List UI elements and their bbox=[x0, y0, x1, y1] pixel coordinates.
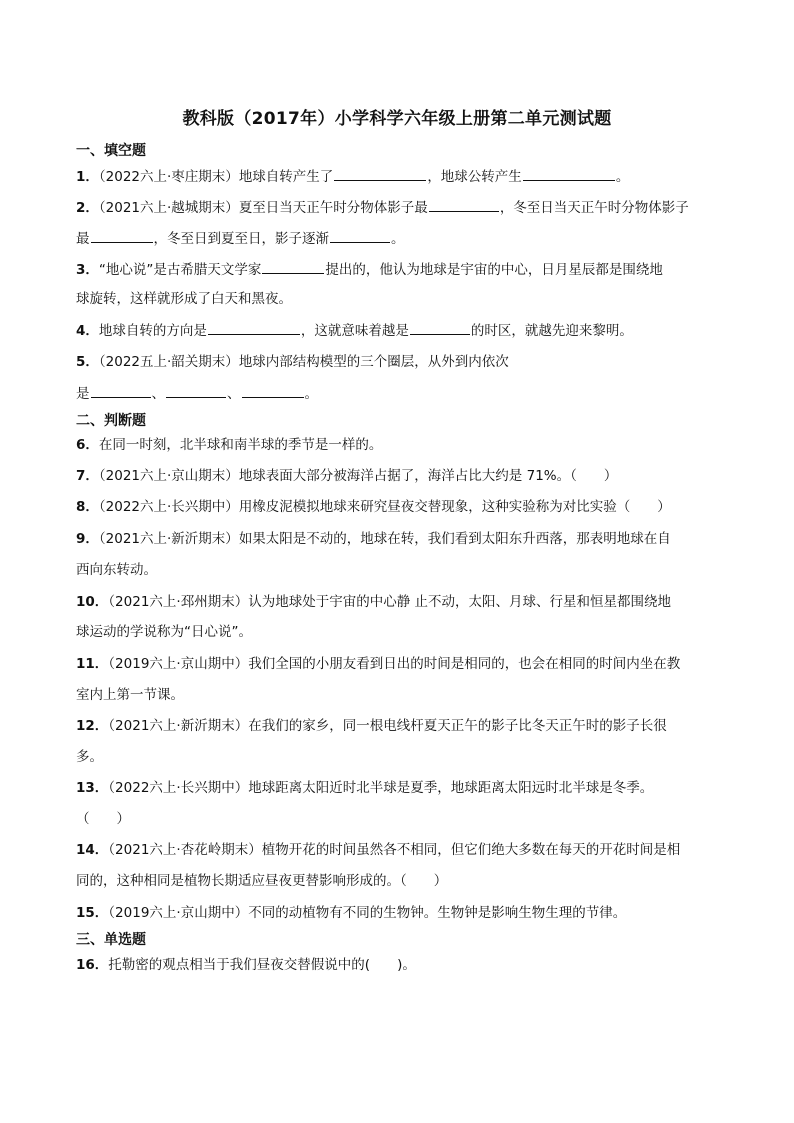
question-source: （2021六上·杏花岭期末） bbox=[108, 842, 262, 858]
question-9 bbox=[76, 529, 671, 549]
question-text: 我们全国的小朋友看到日出的时间是相同的，也会在相同的时间内坐在教 bbox=[248, 656, 681, 672]
page-title: 教科版（2017年）小学科学六年级上册第二单元测试题 bbox=[182, 109, 612, 129]
question-text: 地球表面大部分被海洋占据了，海洋占比大约是 71%。（ ） bbox=[238, 468, 618, 484]
question-11-line-2: 室内上第一节课。 bbox=[76, 687, 184, 703]
question-2-line-2 bbox=[76, 228, 405, 249]
question-15 bbox=[76, 903, 626, 923]
question-7 bbox=[76, 466, 617, 486]
question-text: 在同一时刻，北半球和南半球的季节是一样的。 bbox=[98, 437, 383, 453]
section-fill-in: 一、填空题 bbox=[76, 143, 146, 159]
question-number: 8． bbox=[76, 499, 99, 515]
question-3-line-2: 球旋转，这样就形成了白天和黑夜。 bbox=[76, 291, 292, 307]
answer-blank[interactable] bbox=[91, 228, 153, 243]
answer-blank[interactable] bbox=[330, 228, 390, 243]
question-text: 地球自转产生了 bbox=[238, 169, 334, 185]
question-source: （2022六上·枣庄期末） bbox=[98, 169, 239, 185]
section-true-false: 二、判断题 bbox=[76, 413, 146, 429]
question-number: 4． bbox=[76, 323, 99, 339]
question-text: 托勒密的观点相当于我们昼夜交替假说中的( )。 bbox=[108, 957, 416, 973]
question-8 bbox=[76, 497, 671, 517]
question-source: （2021六上·京山期末） bbox=[98, 468, 239, 484]
question-text: 不同的动植物有不同的生物钟。生物钟是影响生物生理的节律。 bbox=[248, 905, 627, 921]
question-source: （2022六上·长兴期中） bbox=[98, 499, 239, 515]
answer-blank[interactable] bbox=[523, 166, 615, 181]
question-number: 13． bbox=[76, 780, 109, 796]
question-number: 7． bbox=[76, 468, 99, 484]
question-text: 的时区，就越先迎来黎明。 bbox=[470, 323, 633, 339]
question-number: 16． bbox=[76, 957, 109, 973]
answer-blank[interactable] bbox=[208, 320, 300, 335]
question-5 bbox=[76, 352, 509, 372]
question-4 bbox=[76, 320, 633, 341]
question-14 bbox=[76, 840, 680, 860]
question-text: 在我们的家乡，同一根电线杆夏天正午的影子比冬天正午时的影子长很 bbox=[248, 718, 667, 734]
question-text: ，这就意味着越是 bbox=[300, 323, 409, 339]
question-text: 提出的，他认为地球是宇宙的中心，日月星辰都是围绕地 bbox=[325, 262, 663, 278]
question-text: 是 bbox=[76, 386, 90, 402]
question-number: 9． bbox=[76, 531, 99, 547]
separator: 、 bbox=[151, 386, 165, 402]
question-12-line-2: 多。 bbox=[76, 749, 103, 765]
question-text: 。 bbox=[615, 169, 630, 185]
question-number: 11． bbox=[76, 656, 109, 672]
question-12 bbox=[76, 716, 667, 736]
question-source: （2021六上·新沂期末） bbox=[98, 531, 239, 547]
question-5-line-2 bbox=[76, 383, 318, 404]
question-13-line-2: （ ） bbox=[76, 811, 130, 827]
question-text: “地心说”是古希腊天文学家 bbox=[98, 262, 262, 278]
question-text: 地球距离太阳近时北半球是夏季，地球距离太阳远时北半球是冬季。 bbox=[248, 780, 654, 796]
answer-blank[interactable] bbox=[91, 383, 151, 398]
question-10-line-2: 球运动的学说称为“日心说”。 bbox=[76, 624, 252, 640]
question-source: （2021六上·邳州期末） bbox=[108, 594, 249, 610]
question-number: 1． bbox=[76, 169, 99, 185]
question-13 bbox=[76, 778, 653, 798]
question-16 bbox=[76, 955, 416, 975]
question-1 bbox=[76, 166, 629, 187]
question-number: 2． bbox=[76, 200, 99, 216]
question-text: 如果太阳是不动的，地球在转，我们看到太阳东升西落，那表明地球在自 bbox=[238, 531, 671, 547]
question-text: ，冬至日当天正午时分物体影子 bbox=[499, 200, 689, 216]
question-source: （2019六上·京山期中） bbox=[108, 905, 249, 921]
question-11 bbox=[76, 654, 680, 674]
question-number: 5． bbox=[76, 354, 99, 370]
question-text: 认为地球处于宇宙的中心静 止不动，太阳、月球、行星和恒星都围绕地 bbox=[248, 594, 671, 610]
answer-blank[interactable] bbox=[410, 320, 470, 335]
question-text: 最 bbox=[76, 231, 90, 247]
question-source: （2019六上·京山期中） bbox=[108, 656, 249, 672]
question-text: 夏至日当天正午时分物体影子最 bbox=[238, 200, 428, 216]
question-9-line-2: 西向东转动。 bbox=[76, 562, 157, 578]
answer-blank[interactable] bbox=[334, 166, 426, 181]
question-number: 15． bbox=[76, 905, 109, 921]
question-source: （2022五上·韶关期末） bbox=[98, 354, 239, 370]
question-text: ，冬至日到夏至日，影子逐渐 bbox=[153, 231, 329, 247]
section-single-choice: 三、单选题 bbox=[76, 932, 146, 948]
question-text: 。 bbox=[391, 231, 405, 247]
question-source: （2021六上·新沂期末） bbox=[108, 718, 249, 734]
question-2 bbox=[76, 197, 689, 218]
question-3 bbox=[76, 259, 663, 280]
answer-blank[interactable] bbox=[429, 197, 499, 212]
question-text: ，地球公转产生 bbox=[427, 169, 522, 185]
question-number: 3． bbox=[76, 262, 99, 278]
answer-blank[interactable] bbox=[242, 383, 304, 398]
question-text: 植物开花的时间虽然各不相同，但它们绝大多数在每天的开花时间是相 bbox=[261, 842, 681, 858]
question-14-line-2: 同的，这种相同是植物长期适应昼夜更替影响形成的。（ ） bbox=[76, 873, 448, 889]
question-6 bbox=[76, 435, 382, 455]
question-number: 6． bbox=[76, 437, 99, 453]
separator: 、 bbox=[227, 386, 241, 402]
answer-blank[interactable] bbox=[262, 259, 324, 274]
question-text: 地球自转的方向是 bbox=[98, 323, 207, 339]
question-text: 。 bbox=[304, 386, 318, 402]
answer-blank[interactable] bbox=[166, 383, 226, 398]
question-text: 地球内部结构模型的三个圈层，从外到内依次 bbox=[238, 354, 509, 370]
question-number: 14． bbox=[76, 842, 109, 858]
question-number: 12． bbox=[76, 718, 109, 734]
question-text: 用橡皮泥模拟地球来研究昼夜交替现象，这种实验称为对比实验（ ） bbox=[238, 499, 671, 515]
question-source: （2022六上·长兴期中） bbox=[108, 780, 249, 796]
question-10 bbox=[76, 592, 671, 612]
question-source: （2021六上·越城期末） bbox=[98, 200, 239, 216]
question-number: 10． bbox=[76, 594, 109, 610]
